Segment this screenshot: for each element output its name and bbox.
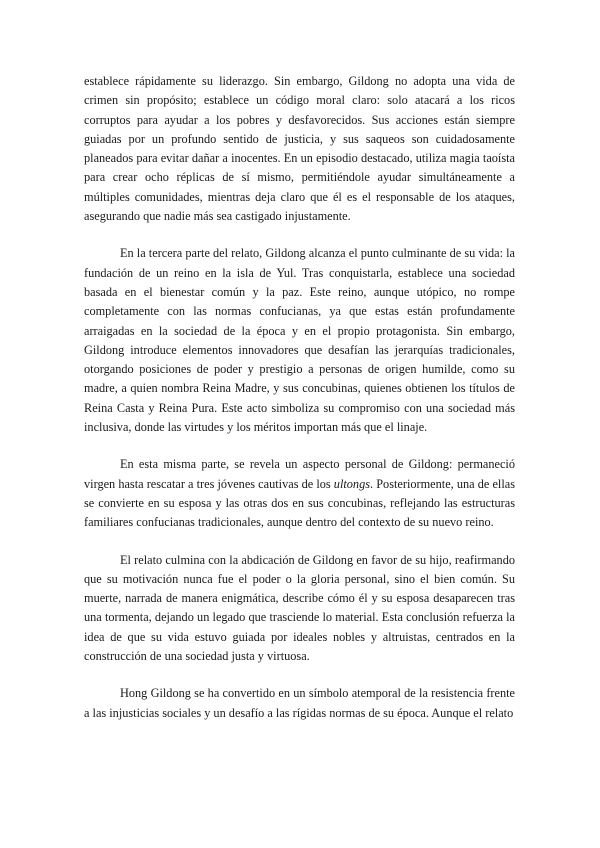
- italic-term: ultongs: [333, 476, 371, 491]
- paragraph-text-segment: . Posteriormente, una de ellas se convierte en su esposa y las otras dos en sus concubinas, reflejando las estructuras familiares confucianas tradicionales, aunque dentro del contexto de su nuevo reino.: [84, 476, 515, 530]
- body-text: [84, 72, 515, 723]
- paragraph-symbol: Hong Gildong se ha convertido en un símbolo atemporal de la resistencia frente a las injusticias sociales y un desafío a las rígidas normas de su época. Aunque el relato: [84, 686, 515, 720]
- paragraph-abdication: El relato culmina con la abdicación de Gildong en favor de su hijo, reafirmando que su motivación nunca fue el poder o la gloria personal, sino el bien común. Su muerte, narrada de manera enigmática, describe cómo él y su esposa desaparecen tras una tormenta, dejando un legado que trasciende lo material. Esta conclusión refuerza la idea de que su vida estuvo guiada por ideales nobles y altruistas, centrados en la construcción de una sociedad justa y virtuosa.: [84, 552, 515, 664]
- paragraph-text-segment: En esta misma parte, se revela un aspecto personal de Gildong: permaneció virgen hasta rescatar a tres jóvenes cautivas de los: [84, 457, 515, 491]
- paragraph-personal-aspect: [84, 455, 515, 532]
- paragraph-third-part: En la tercera parte del relato, Gildong alcanza el punto culminante de su vida: la fundación de un reino en la isla de Yul. Tras conquistarla, establece una sociedad basada en el bienestar común y la paz. Este reino, aunque utópico, no rompe completamente con las normas confucianas, ya que estas están profundamente arraigadas en la sociedad de la época y en el propio protagonista. Sin embargo, Gildong introduce elementos innovadores que desafían las jerarquías tradicionales, otorgando posiciones de poder y prestigio a personas de origen humilde, como su madre, a quien nombra Reina Madre, y sus concubinas, quienes obtienen los títulos de Reina Casta y Reina Pura. Este acto simboliza su compromiso con una sociedad más inclusiva, donde las virtudes y los méritos importan más que el linaje.: [84, 246, 515, 435]
- paragraph-continuation: establece rápidamente su liderazgo. Sin embargo, Gildong no adopta una vida de crimen sin propósito; establece un código moral claro: solo atacará a los ricos corruptos para ayudar a los pobres y desfavorecidos. Sus acciones están siempre guiadas por un profundo sentido de justicia, y sus saqueos son cuidadosamente planeados para evitar dañar a inocentes. En un episodio destacado, utiliza magia taoísta para crear ocho réplicas de sí mismo, permitiéndole ayudar simultáneamente a múltiples comunidades, mientras deja claro que él es el responsable de los ataques, asegurando que nadie más sea castigado injustamente.: [84, 74, 515, 224]
